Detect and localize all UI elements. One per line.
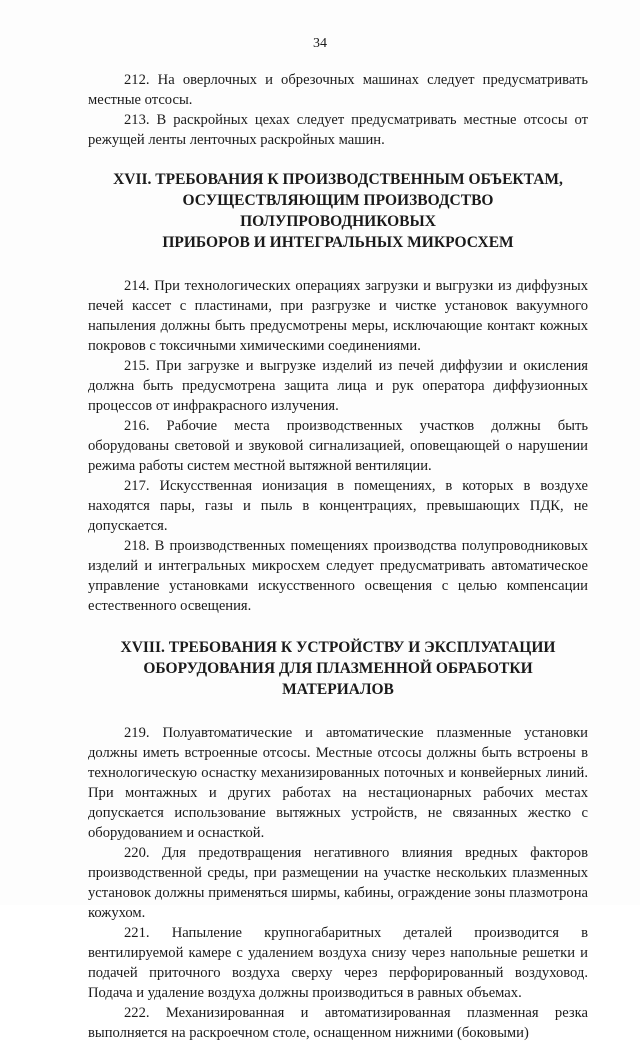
document-body [88,70,588,1043]
paragraph-218: 218. В производственных помещениях производства полупроводниковых изделий и интегральных микросхем следует предусматривать автоматическое управление установками искусственного освещения с целью компенсации естественного освещения. [88,538,588,614]
paragraph-214: 214. При технологических операциях загрузки и выгрузки из диффузных печей кассет с пластинами, при разгрузке и чистке установок вакуумного напыления должны быть предусмотрены меры, исключающие контакт кожных покровов с токсичными химическими соединениями. [88,278,588,354]
paragraph-221: 221. Напыление крупногабаритных деталей производится в вентилируемой камере с удалением воздуха снизу через напольные решетки и подачей приточного воздуха сверху через перфорированный воздуховод. Подача и удаление воздуха должны производиться в равных объемах. [88,925,588,1001]
section-xviii-heading-line: XVIII. ТРЕБОВАНИЯ К УСТРОЙСТВУ И ЭКСПЛУАТАЦИИ [120,639,556,656]
paragraph-212: 212. На оверлочных и обрезочных машинах следует предусматривать местные отсосы. [88,72,588,108]
section-xviii-heading [88,637,588,700]
paragraph-216: 216. Рабочие места производственных участков должны быть оборудованы световой и звуковой сигнализацией, оповещающей о нарушении режима работы систем местной вытяжной вентиляции. [88,418,588,474]
paragraph-213: 213. В раскройных цехах следует предусматривать местные отсосы от режущей ленты ленточных раскройных машин. [88,112,588,148]
section-xviii-heading-line: ОБОРУДОВАНИЯ ДЛЯ ПЛАЗМЕННОЙ ОБРАБОТКИ МАТЕРИАЛОВ [143,660,533,698]
paragraph-220: 220. Для предотвращения негативного влияния вредных факторов производственной среды, при размещении на участке нескольких плазменных установок должны применяться ширмы, кабины, ограждение зоны плазмотрона кожухом. [88,845,588,921]
paragraph-215: 215. При загрузке и выгрузке изделий из печей диффузии и окисления должна быть предусмотрена защита лица и рук оператора диффузионных процессов от инфракрасного излучения. [88,358,588,414]
paragraph-217: 217. Искусственная ионизация в помещениях, в которых в воздухе находятся пары, газы и пыль в концентрациях, превышающих ПДК, не допускается. [88,478,588,534]
section-xvii-heading-line: XVII. ТРЕБОВАНИЯ К ПРОИЗВОДСТВЕННЫМ ОБЪЕКТАМ, [113,171,563,188]
page-number: 34 [313,36,327,51]
section-xvii-heading [88,169,588,253]
paragraph-222: 222. Механизированная и автоматизированная плазменная резка выполняется на раскроечном столе, оснащенном нижними (боковыми) [88,1005,588,1041]
paragraph-219: 219. Полуавтоматические и автоматические плазменные установки должны иметь встроенные отсосы. Местные отсосы должны быть встроены в технологическую оснастку механизированных поточных и конвейерных линий. При монтажных и других работах на нестационарных рабочих местах допускается использование вытяжных устройств, не связанных жестко с оборудованием и оснасткой. [88,725,588,841]
section-xvii-heading-line: ОСУЩЕСТВЛЯЮЩИМ ПРОИЗВОДСТВО ПОЛУПРОВОДНИКОВЫХ [182,192,494,230]
section-xvii-heading-line: ПРИБОРОВ И ИНТЕГРАЛЬНЫХ МИКРОСХЕМ [162,234,514,251]
